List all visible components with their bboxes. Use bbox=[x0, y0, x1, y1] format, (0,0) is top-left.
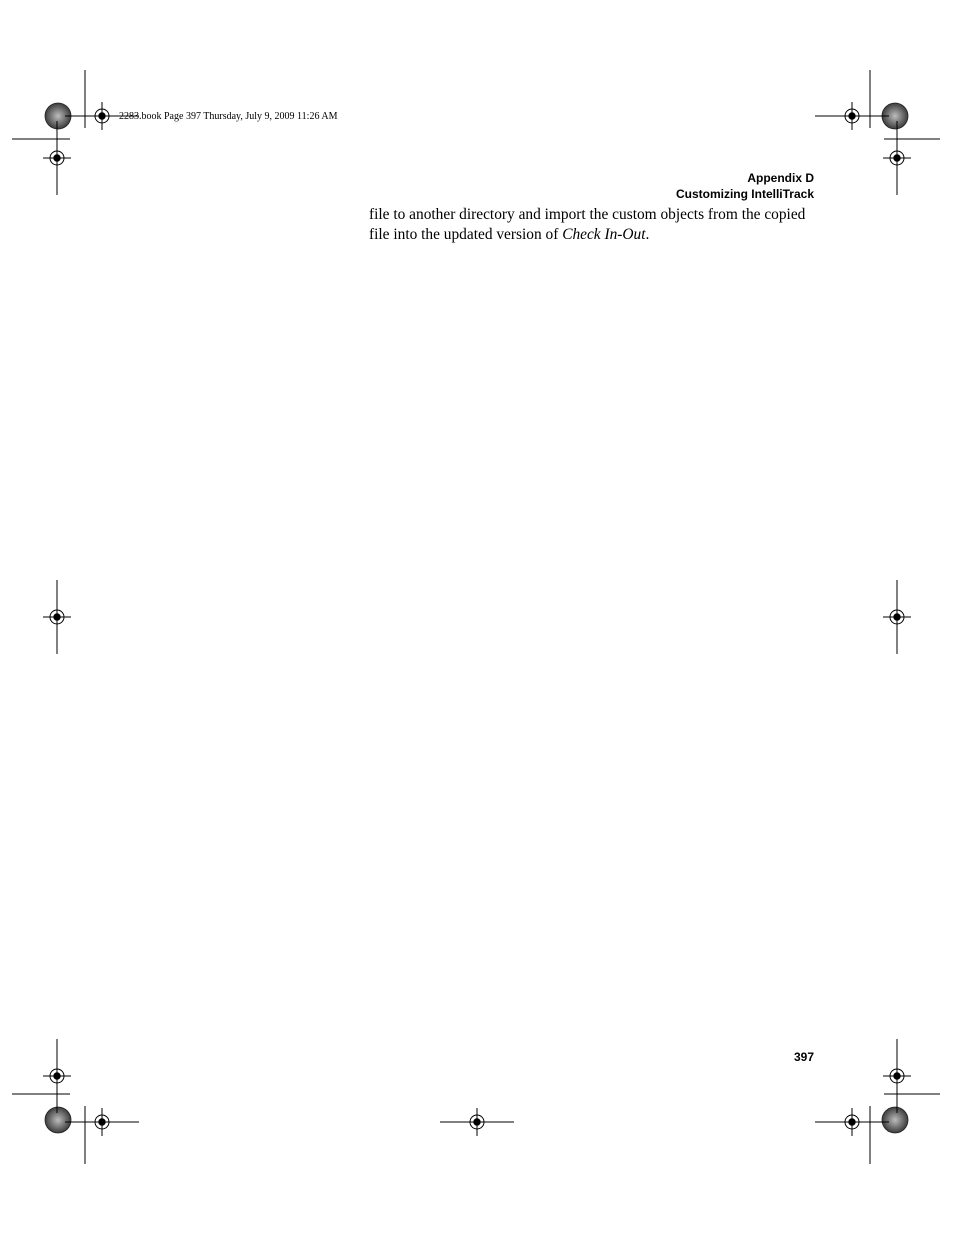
registration-target-3 bbox=[883, 121, 911, 195]
running-header-chapter: Customizing IntelliTrack bbox=[675, 187, 814, 201]
page-number: 397 bbox=[793, 1050, 814, 1064]
product-name-emphasis: Check In-Out bbox=[562, 226, 646, 243]
sunburst-mark-bottom-right bbox=[882, 1107, 908, 1133]
body-paragraph bbox=[369, 205, 819, 245]
registration-target-4 bbox=[43, 580, 71, 654]
slug-line: 2283.book Page 397 Thursday, July 9, 2009 11:26 AM bbox=[119, 111, 338, 122]
body-line-2-suffix: . bbox=[645, 226, 650, 243]
registration-target-1 bbox=[815, 102, 889, 130]
registration-target-10 bbox=[815, 1108, 889, 1136]
registration-target-9 bbox=[440, 1108, 514, 1136]
registration-target-2 bbox=[43, 121, 71, 195]
registration-target-6 bbox=[43, 1039, 71, 1113]
registration-target-5 bbox=[883, 580, 911, 654]
sunburst-mark-bottom-left bbox=[45, 1107, 71, 1133]
body-line-1: file to another directory and import the custom objects from the copied bbox=[369, 206, 806, 223]
running-header-section: Appendix D bbox=[747, 171, 814, 185]
body-line-2-prefix: file into the updated version of bbox=[369, 226, 563, 243]
body-line-2 bbox=[369, 225, 819, 245]
registration-target-8 bbox=[65, 1108, 139, 1136]
registration-target-7 bbox=[883, 1039, 911, 1113]
